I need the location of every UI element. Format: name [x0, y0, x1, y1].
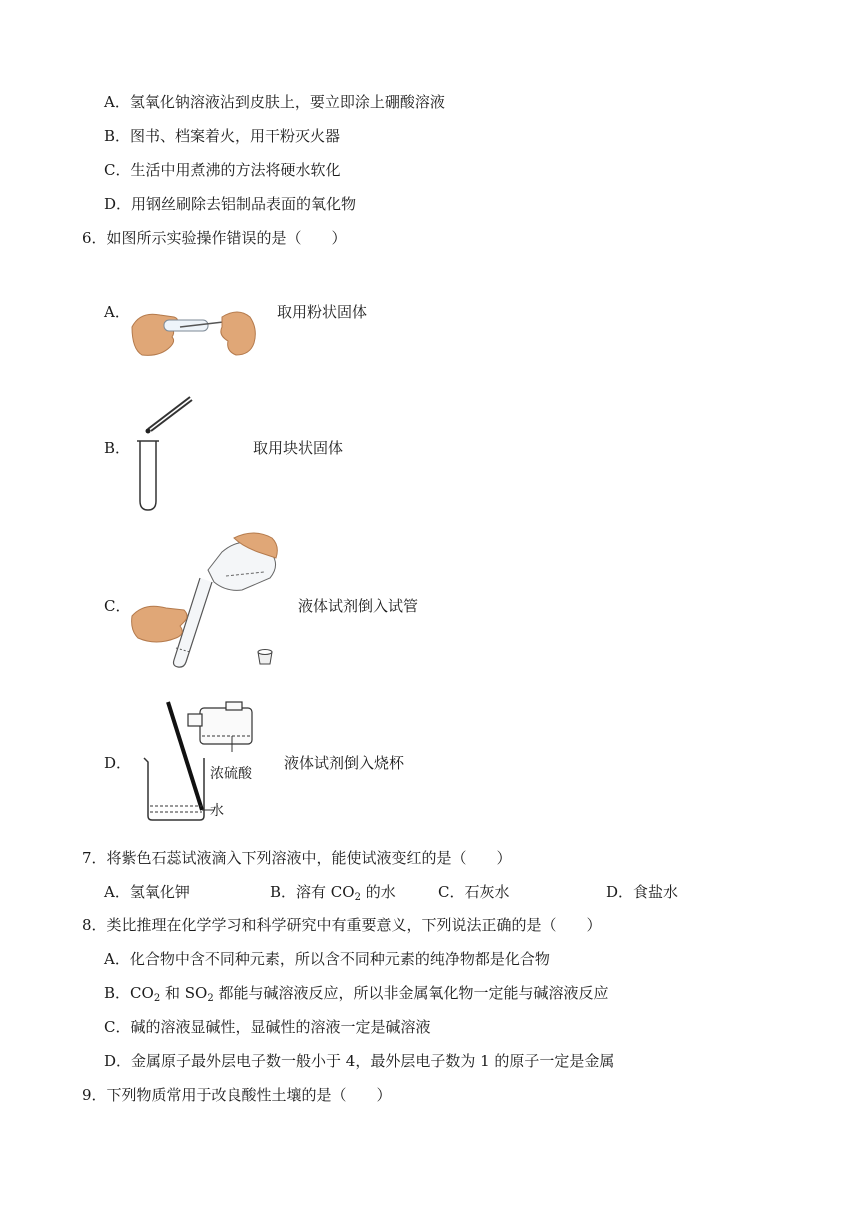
q6-option-b-letter: B． [104, 439, 131, 457]
q6-option-b-caption: 取用块状固体 [253, 439, 344, 457]
q8-stem: 8．类比推理在化学学习和科学研究中有重要意义，下列说法正确的是（ ） [82, 916, 602, 934]
q8-option-d: D．金属原子最外层电子数一般小于 4，最外层电子数为 1 的原子一定是金属 [104, 1052, 615, 1070]
q6-option-c-caption: 液体试剂倒入试管 [298, 597, 419, 615]
q7-option-b: B．溶有 $CO_2$ 的水 [270, 883, 396, 903]
q8-option-a: A．化合物中含不同种元素，所以含不同种元素的纯净物都是化合物 [104, 950, 550, 968]
q8-option-c: C．碱的溶液显碱性，显碱性的溶液一定是碱溶液 [104, 1018, 431, 1036]
powder-solid-figure [130, 305, 258, 361]
lump-solid-figure [134, 393, 198, 513]
figure-label-conc-sulfuric-acid: 浓硫酸 [210, 766, 252, 782]
q6-option-d-letter: D． [104, 754, 132, 772]
pour-into-tube-figure [130, 530, 280, 670]
q6-stem: 6．如图所示实验操作错误的是（ ） [82, 229, 347, 247]
figure-label-water: 水 [210, 803, 224, 819]
q5-option-a: A．氢氧化钠溶液沾到皮肤上，要立即涂上硼酸溶液 [104, 93, 445, 111]
q6-option-d-caption: 液体试剂倒入烧杯 [284, 754, 405, 772]
q8-option-b: B．$CO_2$ 和 $SO_2$ 都能与碱溶液反应，所以非金属氧化物一定能与碱溶液反应 [104, 984, 609, 1004]
q6-option-a-letter: A． [104, 303, 130, 321]
q7-stem: 7．将紫色石蕊试液滴入下列溶液中，能使试液变红的是（ ） [82, 849, 512, 867]
pour-into-beaker-figure [140, 698, 264, 824]
q5-option-c: C．生活中用煮沸的方法将硬水软化 [104, 161, 341, 179]
q7-option-a: A．氢氧化钾 [104, 883, 190, 901]
q6-option-a-caption: 取用粉状固体 [277, 303, 368, 321]
q7-option-d: D．食盐水 [606, 883, 679, 901]
q5-option-d: D．用钢丝刷除去铝制品表面的氧化物 [104, 195, 357, 213]
q6-option-c-letter: C． [104, 597, 131, 615]
q5-option-b: B．图书、档案着火，用干粉灭火器 [104, 127, 341, 145]
q7-option-c: C．石灰水 [438, 883, 510, 901]
q9-stem: 9．下列物质常用于改良酸性土壤的是（ ） [82, 1086, 392, 1104]
